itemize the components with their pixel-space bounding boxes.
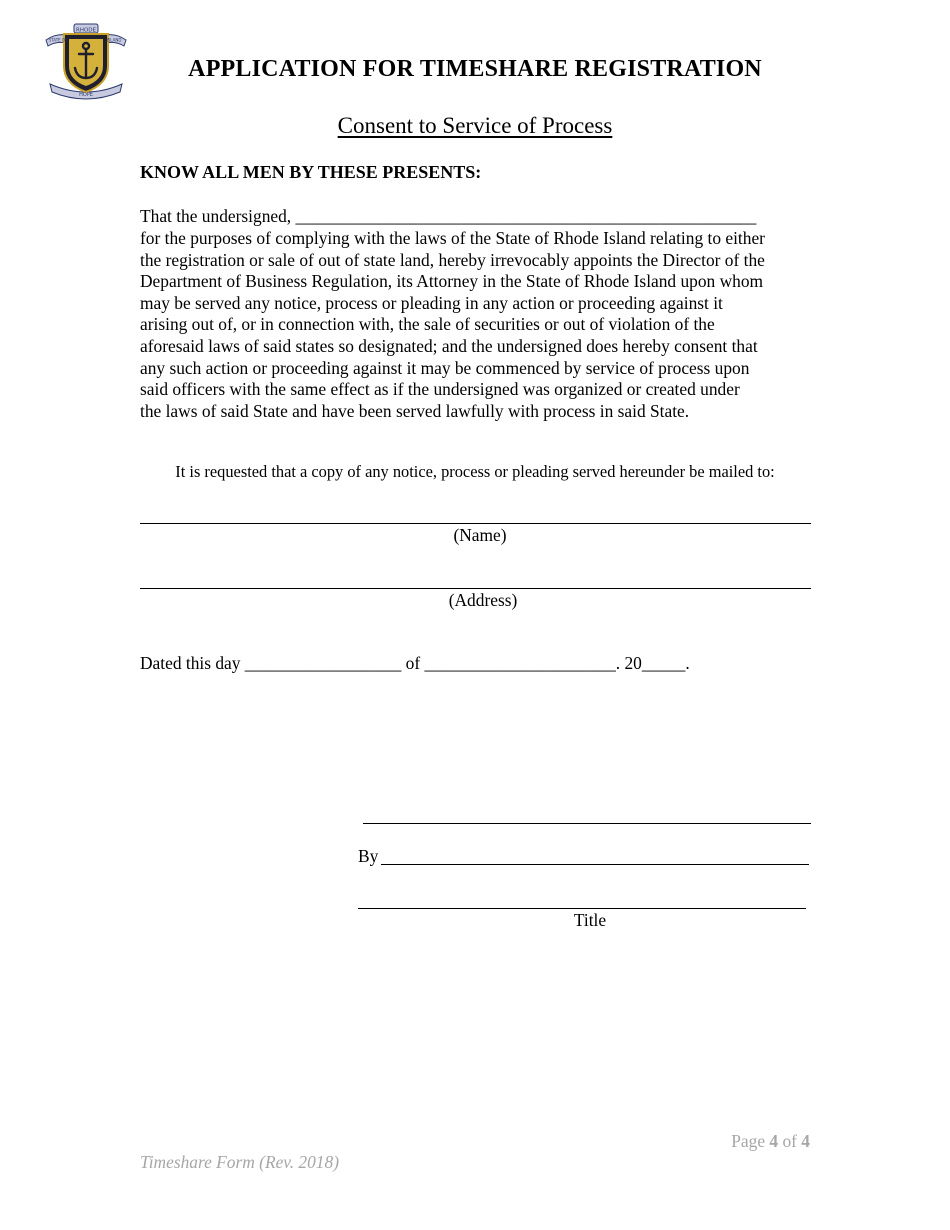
- consent-paragraph: [140, 228, 812, 422]
- mail-request-text: It is requested that a copy of any notice, process or pleading served hereunder be mailed to:: [175, 462, 775, 481]
- document-subtitle: [0, 113, 950, 139]
- document-title: APPLICATION FOR TIMESHARE REGISTRATION: [188, 56, 762, 82]
- page-number: [731, 1131, 810, 1152]
- seal-top-text: RHODE: [76, 27, 96, 34]
- title-field-line[interactable]: [358, 908, 806, 909]
- paragraph-line: aforesaid laws of said states so designated; and the undersigned does hereby consent that: [140, 335, 758, 356]
- subtitle-text: Consent to Service of Process: [337, 113, 613, 138]
- paragraph-line: may be served any notice, process or pleading in any action or proceeding against it: [140, 292, 723, 313]
- signature-line[interactable]: [381, 864, 809, 865]
- name-field-line[interactable]: [140, 523, 811, 524]
- page-total: 4: [801, 1131, 810, 1151]
- seal-right-text: ISLAND: [106, 37, 122, 43]
- seal-left-text: STATE OF: [48, 37, 68, 43]
- title-label: Title: [573, 910, 607, 930]
- paragraph-line: the laws of said State and have been served lawfully with process in said State.: [140, 400, 690, 421]
- address-label: (Address): [448, 590, 518, 610]
- address-field-line[interactable]: [140, 588, 811, 589]
- paragraph-line: arising out of, or in connection with, the sale of securities or out of violation of the: [140, 314, 715, 335]
- by-label: By: [358, 846, 379, 866]
- page-of: of: [778, 1131, 802, 1151]
- company-name-line[interactable]: [363, 823, 811, 824]
- paragraph-line: said officers with the same effect as if the undersigned was organized or created under: [140, 379, 740, 400]
- name-label: (Name): [453, 525, 507, 545]
- section-heading: KNOW ALL MEN BY THESE PRESENTS:: [140, 162, 482, 182]
- paragraph-line: any such action or proceeding against it may be commenced by service of process upon: [140, 357, 750, 378]
- page-prefix: Page: [731, 1131, 770, 1151]
- paragraph-line: Department of Business Regulation, its Attorney in the State of Rhode Island upon whom: [140, 271, 764, 292]
- paragraph-line: for the purposes of complying with the laws of the State of Rhode Island relating to either: [140, 228, 765, 248]
- paragraph-line: the registration or sale of out of state land, hereby irrevocably appoints the Director of the: [140, 249, 765, 270]
- dated-line[interactable]: Dated this day __________________ of ______________________. 20_____.: [140, 653, 690, 673]
- page-current: 4: [769, 1131, 779, 1151]
- seal-bottom-text: HOPE: [79, 92, 93, 98]
- form-revision: Timeshare Form (Rev. 2018): [140, 1152, 339, 1172]
- undersigned-line: That the undersigned, _____________________________________________________: [140, 206, 757, 226]
